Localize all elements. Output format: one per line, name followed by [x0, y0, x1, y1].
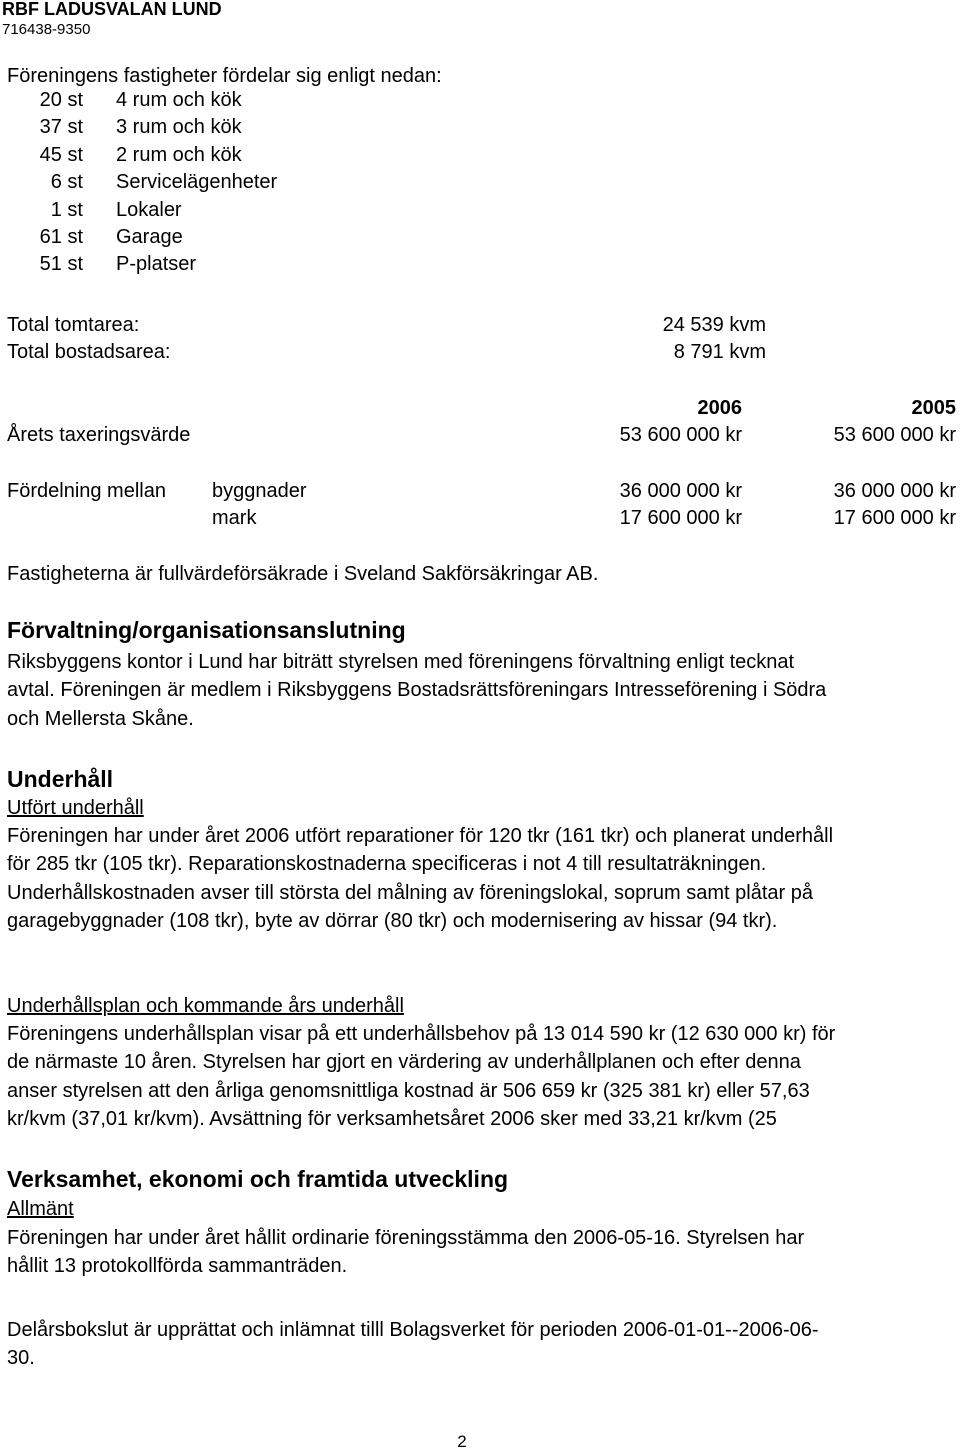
interim-report-paragraph [7, 1316, 957, 1373]
interim-report-line: Delårsbokslut är upprättat och inlämnat tilll Bolagsverket för perioden 2006-01-01--2006-06- [7, 1319, 819, 1341]
tax-value-label: Årets taxeringsvärde [7, 424, 191, 446]
distribution-label: Fördelning mellan [7, 480, 166, 502]
unit-description: P-platser [116, 253, 197, 276]
unit-count: 37 st [39, 116, 83, 139]
general-line: Föreningen har under året hållit ordinarie föreningsstämma den 2006-05-16. Styrelsen har [7, 1227, 805, 1249]
general-line: hållit 13 protokollförda sammanträden. [7, 1255, 348, 1278]
unit-description: 4 rum och kök [116, 89, 242, 111]
unit-count: 20 st [39, 89, 83, 111]
management-line: avtal. Föreningen är medlem i Riksbyggens Bostadsrättsföreningars Intresseförening i Södra [7, 679, 827, 702]
management-line: och Mellersta Skåne. [7, 707, 194, 730]
properties-intro: Föreningens fastigheter fördelar sig enligt nedan: [7, 65, 442, 87]
year-prev-header: 2005 [911, 397, 956, 419]
organization-number: 716438-9350 [2, 21, 91, 38]
unit-row [7, 116, 277, 143]
unit-row [7, 226, 277, 253]
completed-maintenance-line: för 285 tkr (105 tkr). Reparationskostnaderna specificeras i not 4 till resultaträkningen. [7, 853, 767, 876]
land-value-prev: 17 600 000 kr [833, 507, 956, 529]
unit-description: 3 rum och kök [116, 116, 242, 139]
total-living-value: 8 791 kvm [673, 341, 766, 363]
completed-maintenance-line: garagebyggnader (108 tkr), byte av dörrar (80 tkr) och modernisering av hissar (94 tkr). [7, 909, 778, 932]
unit-count: 51 st [39, 253, 83, 276]
total-land-label: Total tomtarea: [7, 314, 140, 336]
unit-row [7, 89, 277, 116]
general-subheading: Allmänt [7, 1198, 74, 1220]
unit-count: 1 st [50, 198, 83, 221]
unit-distribution-table [7, 89, 277, 281]
unit-count: 6 st [50, 171, 83, 194]
general-paragraph [7, 1224, 957, 1281]
land-label: mark [212, 507, 257, 529]
operations-heading: Verksamhet, ekonomi och framtida utveckling [7, 1166, 509, 1192]
page-number: 2 [457, 1432, 467, 1451]
insurance-statement: Fastigheterna är fullvärdeförsäkrade i Sveland Sakförsäkringar AB. [7, 563, 599, 585]
year-current-header: 2006 [697, 397, 742, 419]
total-living-label: Total bostadsarea: [7, 341, 171, 363]
management-heading: Förvaltning/organisationsanslutning [7, 617, 406, 643]
maintenance-plan-subheading: Underhållsplan och kommande års underhåll [7, 995, 404, 1017]
completed-maintenance-line: Föreningen har under året 2006 utfört reparationer för 120 tkr (161 tkr) och planerat underhåll [7, 825, 834, 847]
unit-row [7, 253, 277, 280]
organization-name: RBF LADUSVALAN LUND [2, 0, 222, 19]
maintenance-plan-line: anser styrelsen att den årliga genomsnittliga kostnad är 506 659 kr (325 381 kr) eller 57,63 [7, 1079, 810, 1102]
unit-row [7, 144, 277, 171]
unit-description: Servicelägenheter [116, 171, 278, 194]
maintenance-plan-line: kr/kvm (37,01 kr/kvm). Avsättning för verksamhetsåret 2006 sker med 33,21 kr/kvm (25 [7, 1107, 777, 1130]
interim-report-line: 30. [7, 1347, 35, 1370]
management-paragraph [7, 648, 957, 733]
unit-row [7, 199, 277, 226]
unit-row [7, 171, 277, 198]
unit-description: Lokaler [116, 198, 182, 221]
completed-maintenance-subheading: Utfört underhåll [7, 797, 144, 819]
maintenance-plan-paragraph [7, 1020, 957, 1133]
buildings-value-current: 36 000 000 kr [619, 480, 742, 502]
unit-count: 45 st [39, 143, 83, 166]
maintenance-plan-line: Föreningens underhållsplan visar på ett underhållsbehov på 13 014 590 kr (12 630 000 kr) för [7, 1023, 836, 1045]
unit-count: 61 st [39, 225, 83, 248]
unit-description: Garage [116, 225, 183, 248]
buildings-value-prev: 36 000 000 kr [833, 480, 956, 502]
completed-maintenance-paragraph [7, 822, 957, 935]
tax-value-current: 53 600 000 kr [619, 424, 742, 446]
tax-value-prev: 53 600 000 kr [833, 424, 956, 446]
land-value-current: 17 600 000 kr [619, 507, 742, 529]
buildings-label: byggnader [212, 480, 307, 502]
management-line: Riksbyggens kontor i Lund har biträtt styrelsen med föreningens förvaltning enligt tecknat [7, 651, 795, 673]
completed-maintenance-line: Underhållskostnaden avser till största del målning av föreningslokal, soprum samt plåtar på [7, 881, 813, 904]
maintenance-heading: Underhåll [7, 766, 114, 792]
total-land-value: 24 539 kvm [662, 314, 766, 336]
maintenance-plan-line: de närmaste 10 åren. Styrelsen har gjort en värdering av underhållplanen och efter denna [7, 1051, 801, 1074]
unit-description: 2 rum och kök [116, 143, 242, 166]
